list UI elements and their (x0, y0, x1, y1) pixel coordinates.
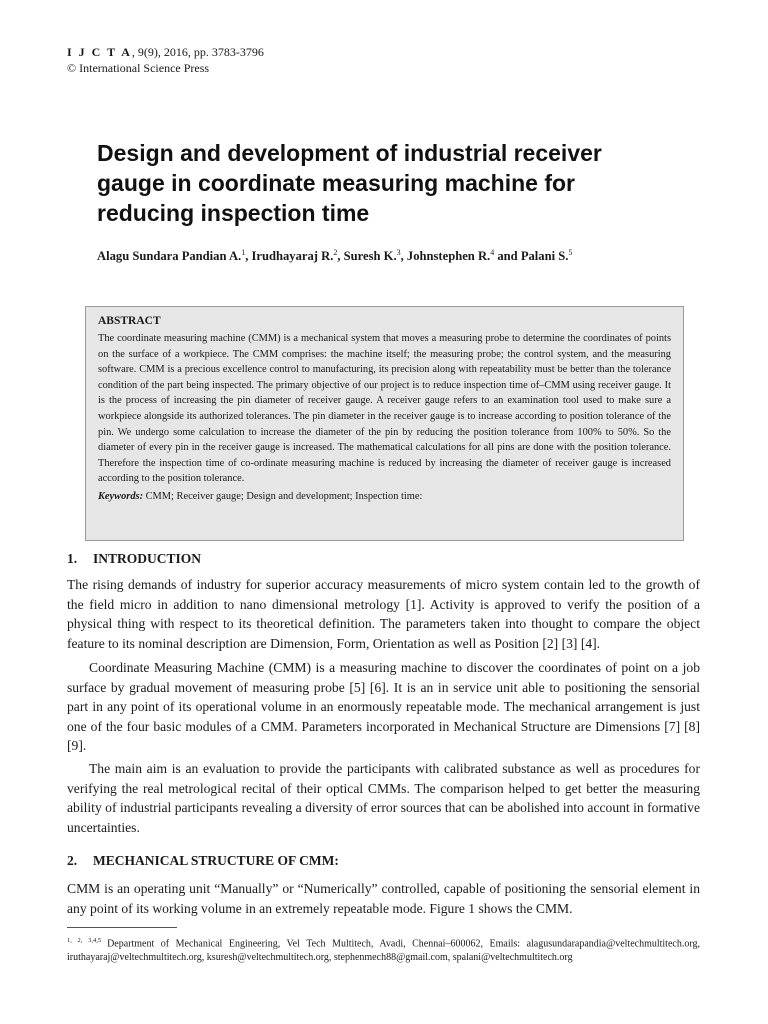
author-separator: , (400, 249, 407, 264)
section-number: 1. (67, 551, 78, 566)
journal-issue: , 9(9), 2016, pp. 3783-3796 (131, 45, 264, 59)
journal-citation (67, 44, 264, 60)
footnote (67, 934, 700, 965)
section-number: 2. (67, 853, 78, 868)
author-affiliation-mark: 1 (241, 248, 246, 257)
author-name: Suresh K. (343, 249, 397, 264)
section-heading-introduction (67, 551, 201, 567)
keywords (98, 491, 671, 502)
author-affiliation-mark: 4 (490, 248, 495, 257)
author-name: Palani S. (520, 249, 569, 264)
journal-header (67, 44, 264, 76)
abstract-heading: ABSTRACT (98, 315, 161, 327)
body-paragraph: The main aim is an evaluation to provide the participants with calibrated substance as well as procedures for verifying the real metrological recital of their optical CMMs. The comparison helped to get better the measuring ability of industrial participants revealing a diversity of error sources that can be abolished into account in formative uncertainties. (67, 761, 700, 835)
footnote-text: Department of Mechanical Engineering, Vel Tech Multitech, Avadi, Chennai–600062, Emails: alagusundarapandia@veltechmultitech.org, iruthayaraj@veltechmultitech.org, ksuresh@veltechmultitech.org, stephenmech88@gmail.com, spalani@veltechmultitech.org (67, 938, 700, 964)
author-separator: and (494, 249, 521, 264)
body-paragraph: CMM is an operating unit “Manually” or “Numerically” controlled, capable of positioning the sensorial element in any point of its working volume in an extremely repeatable mode. Figure 1 shows the CMM. (67, 881, 700, 916)
author-name: Alagu Sundara Pandian A. (97, 249, 242, 264)
author-affiliation-mark: 2 (333, 248, 338, 257)
keywords-list: CMM; Receiver gauge; Design and development; Inspection time: (143, 490, 423, 502)
author-name: Johnstephen R. (406, 249, 491, 264)
abstract-box (85, 306, 684, 541)
section-title: INTRODUCTION (93, 551, 202, 566)
paper-title: Design and development of industrial receiver gauge in coordinate measuring machine for reducing inspection time (97, 140, 602, 226)
journal-name: I J C T A (67, 45, 132, 59)
author-affiliation-mark: 3 (396, 248, 401, 257)
body-paragraph: The rising demands of industry for superior accuracy measurements of micro system contain led to the growth of the field micro in addition to nano dimensional metrology [1]. Activity is approved to verify the position of a physical thing with respect to its theoretical definition. The parameters taken into thought to compare the object feature to its nominal description are Dimension, Form, Orientation as well as Position [2] [3] [4]. (67, 577, 700, 651)
author-list (97, 248, 697, 264)
author-name: Irudhayaraj R. (251, 249, 334, 264)
author-affiliation-mark: 5 (568, 248, 573, 257)
section-heading-mechanical-structure (67, 853, 339, 869)
abstract-text: The coordinate measuring machine (CMM) is a mechanical system that moves a measuring probe to determine the coordinates of points on the surface of a workpiece. The CMM comprises: the machine itself; the measuring probe; the control system, and the measuring software. CMM is a precious excellence control to manufacturing, its precision along with repeatability must be better than the tolerance condition of the part being inspected. The primary objective of our project is to reduce inspection time of–CMM using receiver gauge. It is the process of increasing the pin diameter of receiver gauge. A receiver gauge refers to an examination tool used to make sure a workpiece alongside its authorized tolerances. The pin diameter in the receiver gauge is to increase according to position tolerance of the pin. We undergo some calculation to increase the diameter of the pin by reducing the position tolerance from 100% to 50%. So the diameter of every pin in the receiver gauge is increased. The mathematical calculations for all pins are done with the position tolerance. Therefore the inspection time of co-ordinate measuring machine is reduced by increasing the diameter of receiver gauge is increased according to the position tolerance. (98, 333, 671, 485)
footnote-divider (67, 927, 177, 928)
keywords-label: Keywords: (98, 490, 144, 502)
author-separator: , (245, 249, 252, 264)
publisher: © International Science Press (67, 61, 210, 75)
section-title: MECHANICAL STRUCTURE OF CMM: (93, 853, 339, 868)
body-paragraph: Coordinate Measuring Machine (CMM) is a measuring machine to discover the coordinates of point on a job surface by gradual movement of measuring probe [5] [6]. It is an in service unit able to positioning the sensorial part in any point of its operational volume in an enormously repeatable mode. The mechanical arrangement is just one of the four basic modules of a CMM. Parameters incorporated in Mechanical Structure are Dimensions [7] [8] [9]. (67, 660, 700, 753)
footnote-marks: 1, 2, 3,4,5 (67, 937, 102, 944)
author-separator: , (337, 249, 344, 264)
